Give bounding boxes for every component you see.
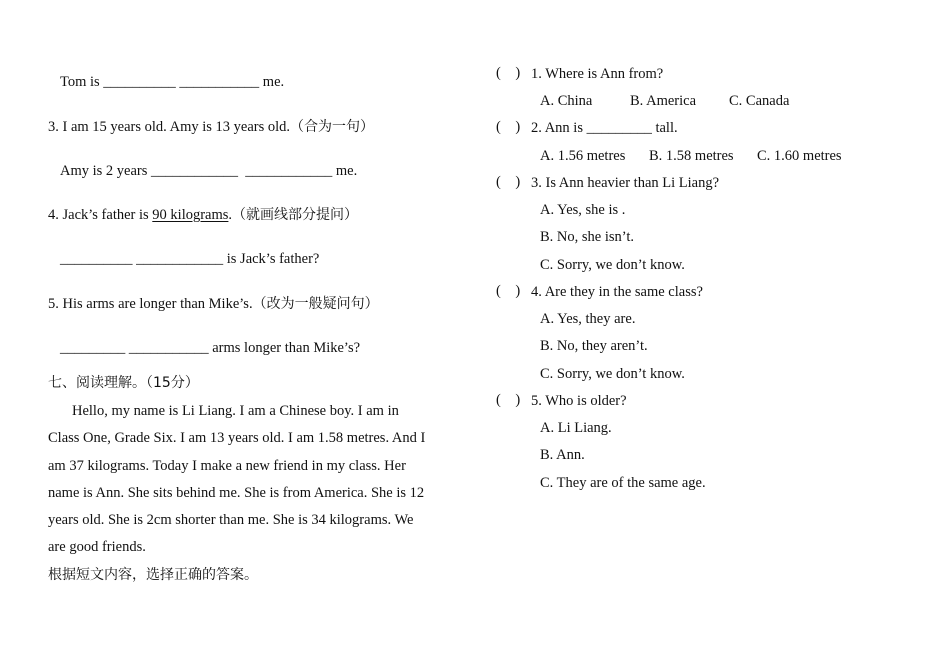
q5-instruction: （改为一般疑问句） bbox=[252, 296, 379, 312]
reading-instruction: 根据短文内容，选择正确的答案。 bbox=[48, 567, 258, 583]
mc-option: B. No, she isn’t. bbox=[540, 229, 634, 245]
q3-text: 3. I am 15 years old. Amy is 13 years old. bbox=[48, 119, 291, 135]
mc-option: A. Yes, she is . bbox=[540, 202, 626, 218]
answer-bracket[interactable]: ( ) bbox=[496, 174, 521, 190]
mc-option: B. No, they aren’t. bbox=[540, 338, 648, 354]
mc-question-1: 1. Where is Ann from? bbox=[531, 66, 664, 82]
q3-instruction: （合为一句） bbox=[290, 119, 375, 135]
question-5 bbox=[48, 295, 379, 313]
q4-suffix: . bbox=[228, 207, 233, 223]
answer-bracket[interactable]: ( ) bbox=[496, 392, 521, 408]
passage-line: years old. She is 2cm shorter than me. She is 34 kilograms. We bbox=[48, 512, 414, 528]
mc-option: A. 1.56 metres bbox=[540, 148, 626, 164]
question-3 bbox=[48, 118, 374, 136]
q5-answer-line: _________ ___________ arms longer than Mike’s? bbox=[60, 340, 361, 356]
passage-line: am 37 kilograms. Today I make a new friend in my class. Her bbox=[48, 458, 406, 474]
passage-line: Hello, my name is Li Liang. I am a Chinese boy. I am in bbox=[72, 403, 399, 419]
mc-question-4: 4. Are they in the same class? bbox=[531, 284, 703, 300]
q4-underlined-text: 90 kilograms bbox=[152, 207, 229, 223]
answer-bracket[interactable]: ( ) bbox=[496, 65, 521, 81]
mc-question-3: 3. Is Ann heavier than Li Liang? bbox=[531, 175, 720, 191]
mc-option: C. Sorry, we don’t know. bbox=[540, 366, 685, 382]
mc-option: B. America bbox=[630, 93, 697, 109]
mc-question-2: 2. Ann is _________ tall. bbox=[531, 120, 678, 136]
mc-option: C. 1.60 metres bbox=[757, 148, 842, 164]
mc-option: C. They are of the same age. bbox=[540, 475, 706, 491]
mc-option: A. China bbox=[540, 93, 593, 109]
q3-answer-line: Amy is 2 years ____________ ____________ me. bbox=[60, 163, 358, 179]
mc-option: A. Yes, they are. bbox=[540, 311, 636, 327]
q4-instruction: （就画线部分提问） bbox=[232, 207, 359, 223]
q4-answer-line: __________ ____________ is Jack’s father? bbox=[60, 251, 320, 267]
mc-question-5: 5. Who is older? bbox=[531, 393, 627, 409]
mc-option: A. Li Liang. bbox=[540, 420, 612, 436]
mc-option: B. Ann. bbox=[540, 447, 585, 463]
mc-option: B. 1.58 metres bbox=[649, 148, 734, 164]
mc-option: C. Sorry, we don’t know. bbox=[540, 257, 685, 273]
q2-answer-line: Tom is __________ ___________ me. bbox=[60, 74, 285, 90]
passage-line: are good friends. bbox=[48, 539, 146, 555]
answer-bracket[interactable]: ( ) bbox=[496, 283, 521, 299]
passage-line: Class One, Grade Six. I am 13 years old. I am 1.58 metres. And I bbox=[48, 430, 426, 446]
passage-line: name is Ann. She sits behind me. She is from America. She is 12 bbox=[48, 485, 425, 501]
q5-text: 5. His arms are longer than Mike’s. bbox=[48, 296, 253, 312]
q4-text: 4. Jack’s father is bbox=[48, 207, 153, 223]
mc-option: C. Canada bbox=[729, 93, 790, 109]
question-4 bbox=[48, 206, 358, 224]
answer-bracket[interactable]: ( ) bbox=[496, 119, 521, 135]
section-title: 七、阅读理解。（15分） bbox=[48, 375, 199, 391]
